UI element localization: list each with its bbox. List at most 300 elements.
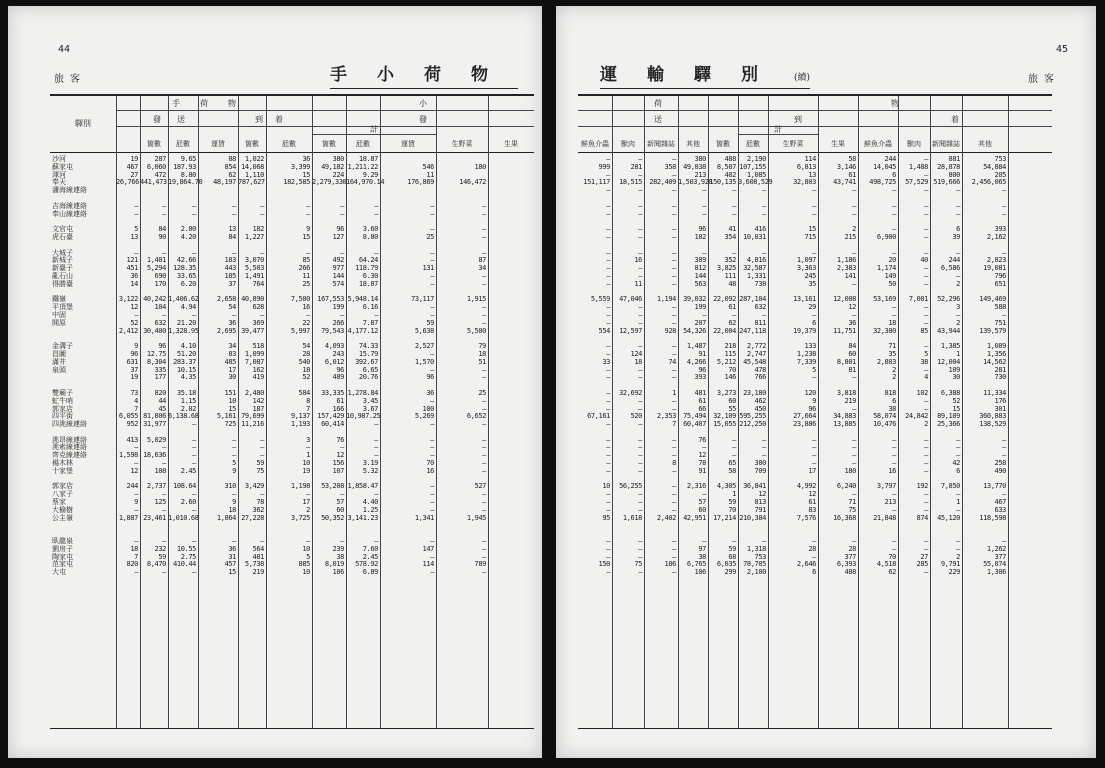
table-cell: 6.65: [362, 365, 378, 374]
table-cell: 12,597: [619, 326, 642, 335]
table-cell: 11,751: [833, 326, 856, 335]
table-cell: —: [812, 552, 816, 561]
table-cell: —: [374, 248, 378, 257]
table-cell: —: [134, 443, 138, 452]
table-cell: —: [638, 466, 642, 475]
table-cell: —: [852, 435, 856, 444]
table-cell: 928: [664, 326, 676, 335]
table-cell: 164,970.14: [346, 178, 385, 187]
table-cell: —: [482, 544, 486, 553]
table-cell: 1: [306, 451, 310, 460]
table-cell: 5: [134, 225, 138, 234]
table-cell: 95: [602, 513, 610, 522]
table-cell: 392.67: [355, 357, 378, 366]
table-cell: —: [638, 544, 642, 553]
table-cell: 96: [158, 342, 166, 351]
table-cell: —: [812, 201, 816, 210]
table-cell: 27,664: [793, 412, 816, 421]
table-cell: 38: [698, 552, 706, 561]
table-row: [50, 491, 534, 499]
table-cell: 360,883: [979, 412, 1006, 421]
table-cell: 85: [302, 256, 310, 265]
table-row: [50, 530, 534, 538]
header-group-xiao: 小: [419, 99, 427, 108]
table-cell: —: [430, 498, 434, 507]
table-cell: —: [702, 201, 706, 210]
table-row: [50, 250, 534, 258]
table-cell: 36,841: [743, 482, 766, 491]
table-cell: 1,328.95: [168, 326, 199, 335]
table-cell: —: [852, 459, 856, 468]
table-cell: 796: [994, 271, 1006, 280]
table-row: [578, 187, 1052, 195]
table-cell: 36: [426, 388, 434, 397]
table-cell: 725: [224, 420, 236, 429]
table-cell: 3,122: [118, 295, 138, 304]
table-cell: —: [482, 490, 486, 499]
table-cell: 2: [892, 365, 896, 374]
table-cell: 75,494: [683, 412, 706, 421]
table-cell: —: [482, 498, 486, 507]
table-cell: 584: [298, 388, 310, 397]
table-cell: 6,393: [836, 560, 856, 569]
table-cell: —: [192, 568, 196, 577]
table-cell: 107: [332, 466, 344, 475]
table-cell: 18.87: [358, 279, 378, 288]
table-cell: 87: [478, 256, 486, 265]
table-cell: 11,216: [241, 420, 264, 429]
table-cell: —: [482, 466, 486, 475]
table-cell: 34: [228, 342, 236, 351]
table-cell: 52: [952, 396, 960, 405]
table-cell: —: [482, 225, 486, 234]
table-cell: 16: [634, 256, 642, 265]
table-cell: 23,180: [743, 388, 766, 397]
station-name: 公主嶺: [52, 513, 73, 522]
table-cell: 885: [298, 560, 310, 569]
table-cell: —: [260, 209, 264, 218]
table-cell: 3,825: [716, 264, 736, 273]
station-name: 洮昂線連絡: [52, 435, 87, 444]
table-cell: 55,074: [983, 560, 1006, 569]
table-cell: 1,401: [146, 256, 166, 265]
table-cell: 310: [224, 482, 236, 491]
table-cell: 89,109: [937, 412, 960, 421]
table-cell: —: [638, 310, 642, 319]
table-cell: —: [306, 201, 310, 210]
table-cell: 5,559: [590, 295, 610, 304]
table-cell: 15: [228, 404, 236, 413]
table-cell: —: [638, 303, 642, 312]
header-fa2: 發: [419, 115, 427, 124]
table-cell: 53,208: [321, 482, 344, 491]
table-cell: 753: [754, 552, 766, 561]
table-cell: 527: [474, 482, 486, 491]
table-cell: 114: [422, 560, 434, 569]
table-cell: 61: [698, 396, 706, 405]
table-cell: —: [672, 232, 676, 241]
table-cell: 88: [228, 155, 236, 163]
table-cell: —: [430, 271, 434, 280]
table-cell: 481: [252, 552, 264, 561]
station-name: 亂石山: [52, 271, 73, 280]
table-cell: 54: [302, 342, 310, 351]
table-row: [578, 211, 1052, 219]
table-cell: 35: [888, 349, 896, 358]
table-cell: 76: [336, 435, 344, 444]
table-cell: —: [606, 264, 610, 273]
table-cell: —: [134, 459, 138, 468]
table-cell: 4,093: [324, 342, 344, 351]
table-cell: —: [134, 310, 138, 319]
table-cell: —: [924, 318, 928, 327]
table-cell: 61: [808, 498, 816, 507]
table-cell: 651: [994, 279, 1006, 288]
table-cell: —: [306, 443, 310, 452]
table-cell: 3,725: [290, 513, 310, 522]
table-cell: 15,055: [713, 420, 736, 429]
table-cell: 38: [336, 552, 344, 561]
left-col-header-7: 運賃: [401, 140, 415, 148]
table-cell: 766: [754, 373, 766, 382]
table-cell: 15: [808, 225, 816, 234]
table-cell: 39,477: [241, 326, 264, 335]
table-cell: 1,858.47: [347, 482, 378, 491]
table-cell: 3.60: [362, 225, 378, 234]
table-cell: —: [956, 505, 960, 514]
table-cell: 182: [252, 225, 264, 234]
table-cell: 1,356: [986, 349, 1006, 358]
table-cell: 1,211.22: [347, 162, 378, 171]
table-cell: 11: [426, 170, 434, 179]
table-cell: 5,638: [414, 326, 434, 335]
station-name: 吉海線連絡: [52, 201, 87, 210]
table-cell: 24,842: [905, 412, 928, 421]
table-cell: 15: [302, 170, 310, 179]
table-cell: 1: [956, 498, 960, 507]
table-cell: 11: [302, 271, 310, 280]
table-cell: 2,402: [656, 513, 676, 522]
table-cell: 52,296: [937, 295, 960, 304]
table-cell: 789: [474, 560, 486, 569]
table-row: [50, 265, 534, 273]
table-cell: —: [482, 537, 486, 546]
table-cell: 183: [224, 256, 236, 265]
station-name: 郭家店: [52, 404, 73, 413]
table-cell: 16: [888, 466, 896, 475]
table-cell: —: [482, 271, 486, 280]
table-row: [50, 569, 534, 577]
table-cell: —: [260, 248, 264, 257]
table-cell: 4,305: [716, 482, 736, 491]
table-cell: —: [924, 505, 928, 514]
table-cell: —: [892, 310, 896, 319]
table-cell: 481: [694, 388, 706, 397]
table-cell: 83: [228, 349, 236, 358]
table-cell: —: [162, 310, 166, 319]
table-cell: 2,695: [216, 326, 236, 335]
right-col-header-0: 鮮魚介蟲: [581, 140, 609, 148]
table-cell: —: [762, 310, 766, 319]
table-cell: 120: [804, 388, 816, 397]
table-cell: 1,238: [796, 349, 816, 358]
table-cell: 8,304: [146, 357, 166, 366]
table-cell: 212,250: [739, 420, 766, 429]
table-cell: —: [924, 232, 928, 241]
table-cell: 49,182: [321, 162, 344, 171]
table-cell: 60: [336, 505, 344, 514]
table-cell: 121: [126, 256, 138, 265]
station-name: 瀋海線連絡: [52, 186, 87, 195]
table-cell: 139,579: [979, 326, 1006, 335]
table-cell: 1,598: [118, 451, 138, 460]
table-cell: 820: [154, 388, 166, 397]
table-cell: 83: [808, 505, 816, 514]
header-group-wu: 物: [891, 99, 899, 108]
table-cell: 9: [232, 466, 236, 475]
table-row: [50, 312, 534, 320]
table-cell: 33,335: [321, 388, 344, 397]
table-cell: 12.75: [146, 349, 166, 358]
left-col-header-2: 運賃: [211, 140, 225, 148]
table-cell: —: [852, 248, 856, 257]
table-cell: 6,900: [876, 232, 896, 241]
table-cell: 19,379: [793, 326, 816, 335]
table-cell: —: [672, 256, 676, 265]
table-cell: —: [672, 365, 676, 374]
table-cell: 10.55: [176, 544, 196, 553]
table-cell: 124: [630, 349, 642, 358]
table-row: [50, 452, 534, 460]
table-cell: 258: [994, 459, 1006, 468]
table-cell: —: [232, 201, 236, 210]
table-cell: 62: [728, 318, 736, 327]
table-cell: 218: [724, 342, 736, 351]
left-page: [8, 6, 542, 758]
table-cell: 71: [848, 498, 856, 507]
table-cell: —: [924, 404, 928, 413]
table-cell: 9.65: [180, 155, 196, 163]
table-cell: —: [672, 271, 676, 280]
table-cell: —: [606, 435, 610, 444]
table-cell: 18,636: [143, 451, 166, 460]
table-cell: 7,339: [796, 357, 816, 366]
table-cell: 6,035: [716, 560, 736, 569]
table-cell: —: [892, 303, 896, 312]
table-cell: 2.75: [180, 552, 196, 561]
table-cell: 245: [804, 271, 816, 280]
table-cell: 952: [126, 420, 138, 429]
table-cell: —: [606, 365, 610, 374]
table-cell: 10: [602, 482, 610, 491]
table-cell: 10: [228, 396, 236, 405]
table-cell: 22: [302, 318, 310, 327]
table-cell: 96: [698, 365, 706, 374]
table-cell: 7,576: [796, 513, 816, 522]
table-cell: —: [638, 505, 642, 514]
table-cell: 2,456,065: [971, 178, 1006, 187]
table-cell: 715: [804, 232, 816, 241]
table-cell: 70: [888, 552, 896, 561]
table-cell: 380: [694, 155, 706, 163]
table-cell: 1,194: [656, 295, 676, 304]
station-name: 大屯: [52, 568, 66, 577]
table-cell: 42.66: [176, 256, 196, 265]
table-cell: —: [638, 490, 642, 499]
table-cell: —: [852, 201, 856, 210]
left-col-header-8: 生野菜: [451, 140, 473, 148]
table-cell: —: [924, 248, 928, 257]
table-cell: 111: [724, 271, 736, 280]
table-cell: 64.24: [358, 256, 378, 265]
table-cell: —: [430, 443, 434, 452]
table-cell: —: [638, 225, 642, 234]
table-cell: 2,823: [986, 256, 1006, 265]
table-cell: 84: [228, 232, 236, 241]
table-cell: —: [482, 568, 486, 577]
table-cell: 70: [728, 505, 736, 514]
table-cell: 4,518: [876, 560, 896, 569]
table-cell: 146,472: [459, 178, 486, 187]
table-cell: 2: [956, 318, 960, 327]
table-cell: 10,031: [743, 232, 766, 241]
table-cell: —: [924, 310, 928, 319]
table-cell: 419: [252, 373, 264, 382]
table-cell: 854: [224, 162, 236, 171]
table-cell: 19: [130, 155, 138, 163]
table-cell: 10,987.25: [346, 412, 381, 421]
table-cell: 149: [884, 271, 896, 280]
table-cell: —: [606, 342, 610, 351]
table-cell: 633: [994, 505, 1006, 514]
table-cell: 8,507: [716, 162, 736, 171]
table-cell: 49,838: [683, 162, 706, 171]
table-row: [50, 437, 534, 445]
table-cell: —: [162, 248, 166, 257]
table-cell: —: [192, 201, 196, 210]
table-cell: 16: [426, 466, 434, 475]
table-cell: 4: [924, 373, 928, 382]
right-col-header-4: 箇數: [716, 140, 730, 148]
table-cell: —: [482, 420, 486, 429]
table-cell: 32,692: [619, 388, 642, 397]
table-cell: —: [482, 318, 486, 327]
table-cell: —: [762, 435, 766, 444]
table-cell: 709: [754, 466, 766, 475]
table-cell: —: [430, 505, 434, 514]
table-cell: 1,227: [244, 232, 264, 241]
table-cell: 9: [306, 225, 310, 234]
table-cell: 1,488: [908, 162, 928, 171]
table-cell: 3,273: [716, 388, 736, 397]
table-cell: 2,353: [656, 412, 676, 421]
table-cell: —: [482, 459, 486, 468]
table-cell: 753: [994, 155, 1006, 163]
table-cell: 34: [478, 264, 486, 273]
right-col-header-5: 瓩數: [746, 140, 760, 148]
station-name: 奉山線連絡: [52, 209, 87, 218]
table-cell: 1,915: [466, 295, 486, 304]
station-name: 文官屯: [52, 225, 73, 234]
table-cell: 791: [754, 505, 766, 514]
table-cell: 55: [728, 404, 736, 413]
station-name: 四洮線連絡: [52, 420, 87, 429]
table-cell: 59: [256, 459, 264, 468]
table-cell: —: [892, 201, 896, 210]
table-cell: —: [606, 201, 610, 210]
table-cell: 18: [228, 505, 236, 514]
table-cell: 1,174: [876, 264, 896, 273]
table-cell: 21.20: [176, 318, 196, 327]
table-cell: 12: [130, 303, 138, 312]
table-cell: —: [762, 443, 766, 452]
table-cell: —: [232, 310, 236, 319]
table-cell: —: [638, 342, 642, 351]
table-cell: 4,266: [686, 357, 706, 366]
table-cell: 47,046: [619, 295, 642, 304]
table-cell: 27,228: [241, 513, 264, 522]
table-cell: —: [192, 435, 196, 444]
table-cell: 881: [948, 155, 960, 163]
table-cell: 157,429: [317, 412, 344, 421]
table-cell: —: [852, 443, 856, 452]
table-cell: —: [638, 170, 642, 179]
table-cell: 51: [478, 357, 486, 366]
table-cell: 19: [130, 373, 138, 382]
table-cell: —: [638, 365, 642, 374]
page-title-suffix: (續): [794, 73, 811, 83]
table-cell: —: [430, 310, 434, 319]
table-cell: 478: [754, 365, 766, 374]
table-cell: 167,553: [317, 295, 344, 304]
table-cell: —: [606, 310, 610, 319]
table-cell: —: [672, 435, 676, 444]
table-cell: 10,476: [873, 420, 896, 429]
table-cell: 9: [134, 498, 138, 507]
table-cell: 14,562: [983, 357, 1006, 366]
table-cell: 61: [848, 170, 856, 179]
table-cell: 1,487: [686, 342, 706, 351]
table-cell: —: [892, 451, 896, 460]
table-cell: —: [606, 271, 610, 280]
table-cell: 450: [754, 404, 766, 413]
table-cell: 17: [228, 365, 236, 374]
table-row: [50, 538, 534, 546]
table-cell: 25: [478, 388, 486, 397]
table-cell: —: [306, 490, 310, 499]
table-cell: 362: [252, 505, 264, 514]
table-cell: 1,262: [986, 544, 1006, 553]
table-cell: —: [374, 420, 378, 429]
table-row: [50, 398, 534, 406]
table-cell: —: [430, 209, 434, 218]
table-cell: 13: [130, 232, 138, 241]
table-cell: 4,177.12: [347, 326, 378, 335]
table-cell: 751: [994, 318, 1006, 327]
station-name: 泉頭: [52, 365, 66, 374]
table-cell: 377: [994, 552, 1006, 561]
table-cell: 90: [158, 232, 166, 241]
table-cell: 1,406.62: [168, 295, 199, 304]
table-cell: 15.79: [358, 349, 378, 358]
table-cell: —: [482, 451, 486, 460]
table-cell: 207: [694, 318, 706, 327]
table-cell: 59: [728, 498, 736, 507]
right-col-header-8: 鮮魚介蟲: [864, 140, 892, 148]
table-cell: 519,666: [933, 178, 960, 187]
table-cell: 5,269: [414, 412, 434, 421]
table-cell: 133: [804, 342, 816, 351]
